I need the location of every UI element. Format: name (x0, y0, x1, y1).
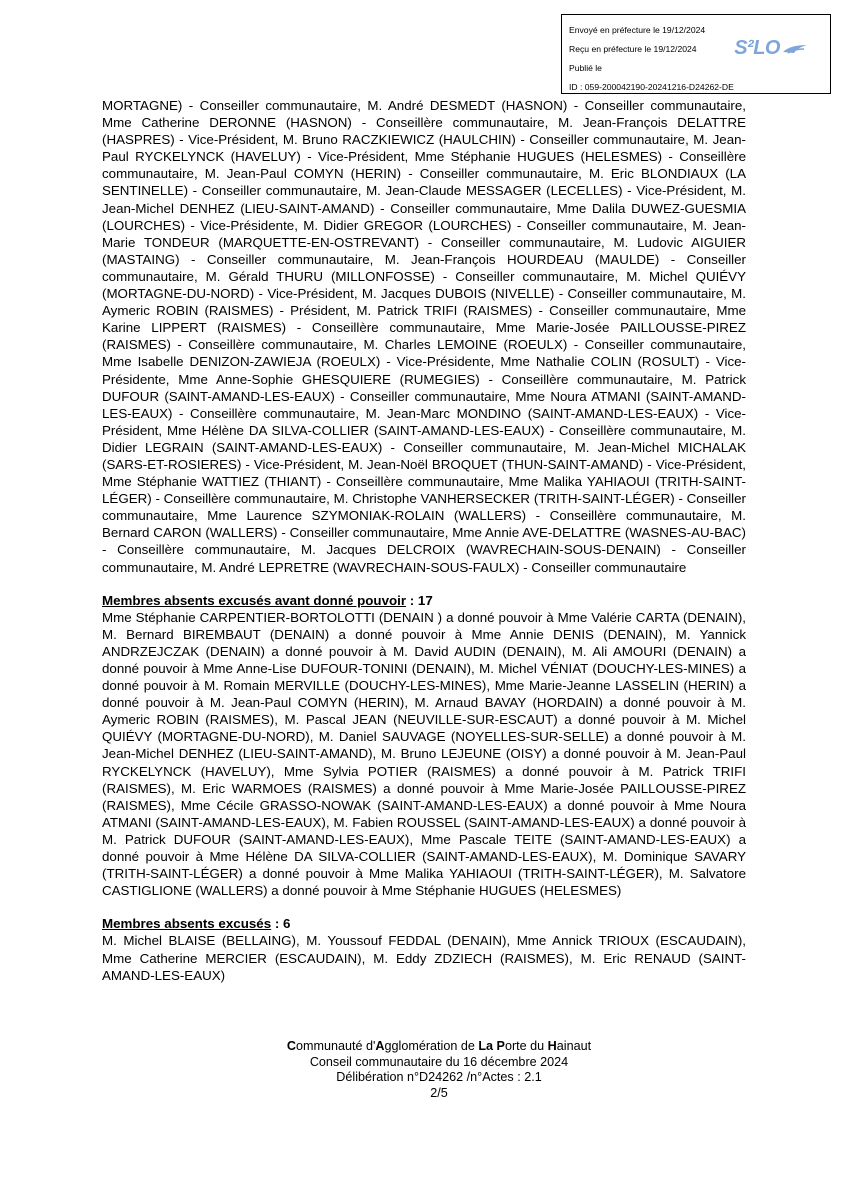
stamp-published: Publié le (569, 63, 602, 73)
footer-deliberation: Délibération n°D24262 /n°Actes : 2.1 (336, 1070, 542, 1084)
stamp-sent: Envoyé en préfecture le 19/12/2024 (569, 25, 706, 35)
footer-org: Communauté d'Agglomération de La Porte du Hainaut (286, 1039, 592, 1053)
footer-page-number: 2/5 (430, 1085, 448, 1100)
absent-proxy-count: 17 (417, 592, 433, 608)
prefecture-stamp (561, 14, 831, 94)
absent-excused-separator: : (271, 916, 283, 932)
absent-proxy-heading (102, 592, 746, 609)
absent-proxy-separator: : (406, 592, 418, 608)
present-members-paragraph: MORTAGNE) - Conseiller communautaire, M. André DESMEDT (HASNON) - Conseiller communautaire, Mme Catherine DERONNE (HASNON) - Conseillère communautaire, M. Jean-François DELATTRE (HASPRES) - Vice-Président, M. Bruno RACZKIEWICZ (HAULCHIN) - Conseiller communautaire, M. Jean-Paul RYCKELYNCK (HAVELUY) - Vice-Président, Mme Stéphanie HUGUES (HELESMES) - Conseillère communautaire, M. Jean-Paul COMYN (HERIN) - Conseiller communautaire, M. Eric BLONDIAUX (LA SENTINELLE) - Conseiller communautaire, M. Jean-Claude MESSAGER (LECELLES) - Vice-Président, M. Jean-Michel DENHEZ (LIEU-SAINT-AMAND) - Conseiller communautaire, Mme Dalila DUWEZ-GUESMIA (LOURCHES) - Vice-Présidente, M. Didier GREGOR (LOURCHES) - Conseiller communautaire, M. Jean-Marie TONDEUR (MARQUETTE-EN-OSTREVANT) - Conseiller communautaire, M. Ludovic AIGUIER (MASTAING) - Conseiller communautaire, M. Jean-François HOURDEAU (MAULDE) - Conseiller communautaire, M. Gérald THURU (MILLONFOSSE) - Conseiller communautaire, M. Michel QUIÉVY (MORTAGNE-DU-NORD) - Vice-Président, M. Jacques DUBOIS (NIVELLE) - Conseiller communautaire, M. Aymeric ROBIN (RAISMES) - Président, M. Patrick TRIFI (RAISMES) - Conseiller communautaire, Mme Karine LIPPERT (RAISMES) - Conseillère communautaire, Mme Marie-Josée PAILLOUSSE-PIREZ (RAISMES) - Conseillère communautaire, M. Charles LEMOINE (ROEULX) - Conseiller communautaire, Mme Isabelle DENIZON-ZAWIEJA (ROEULX) - Vice-Présidente, Mme Nathalie COLIN (ROSULT) - Vice-Présidente, Mme Anne-Sophie GHESQUIERE (RUMEGIES) - Conseillère communautaire, M. Patrick DUFOUR (SAINT-AMAND-LES-EAUX) - Conseiller communautaire, Mme Noura ATMANI (SAINT-AMAND-LES-EAUX) - Conseillère communautaire, M. Jean-Marc MONDINO (SAINT-AMAND-LES-EAUX) - Vice-Président, Mme Hélène DA SILVA-COLLIER (SAINT-AMAND-LES-EAUX) - Conseillère communautaire, M. Didier LEGRAIN (SAINT-AMAND-LES-EAUX) - Conseiller communautaire, M. Jean-Michel MICHALAK (SARS-ET-ROSIERES) - Vice-Président, M. Jean-Noël BROQUET (THUN-SAINT-AMAND) - Vice-Président, Mme Stéphanie WATTIEZ (THIANT) - Conseillère communautaire, Mme Malika YAHIAOUI (TRITH-SAINT-LÉGER) - Conseillère communautaire, M. Christophe VANHERSECKER (TRITH-SAINT-LÉGER) - Conseiller communautaire, Mme Laurence SZYMONIAK-ROLAIN (WALLERS) - Conseillère communautaire, M. Bernard CARON (WALLERS) - Conseiller communautaire, Mme Annie AVE-DELATTRE (WASNES-AU-BAC) - Conseillère communautaire, M. Jacques DELCROIX (WAVRECHAIN-SOUS-DENAIN) - Conseiller communautaire, M. André LEPRETRE (WAVRECHAIN-SOUS-FAULX) - Conseiller communautaire (102, 98, 746, 575)
absent-excused-count: 6 (282, 916, 291, 932)
absent-excused-heading (102, 915, 746, 932)
absent-proxy-title: Membres absents excusés avant donné pouvoir (102, 592, 407, 608)
stamp-id: ID : 059-200042190-20241216-D24262-DE (569, 82, 734, 92)
absent-excused-paragraph: M. Michel BLAISE (BELLAING), M. Youssouf FEDDAL (DENAIN), Mme Annick TRIOUX (ESCAUDAIN), Mme Catherine MERCIER (ESCAUDAIN), M. Eddy ZDZIECH (RAISMES), M. Eric RENAUD (SAINT-AMAND-LES-EAUX) (102, 933, 746, 983)
wing-icon (782, 43, 808, 55)
absent-excused-section (102, 915, 746, 983)
absent-excused-title: Membres absents excusés (102, 916, 272, 932)
stamp-received: Reçu en préfecture le 19/12/2024 (569, 44, 697, 54)
s2lo-logo-icon (734, 39, 808, 58)
absent-proxy-section (102, 592, 746, 900)
document-body (102, 97, 746, 984)
absent-proxy-paragraph: Mme Stéphanie CARPENTIER-BORTOLOTTI (DENAIN ) a donné pouvoir à Mme Valérie CARTA (DENAIN), M. Bernard BIREMBAUT (DENAIN) a donné pouvoir à Mme Annie DENIS (DENAIN), M. Yannick ANDRZEJCZAK (DENAIN) a donné pouvoir à M. David AUDIN (DENAIN), M. Ali AMOURI (DENAIN) a donné pouvoir à Mme Anne-Lise DUFOUR-TONINI (DENAIN), M. Michel VÉNIAT (DOUCHY-LES-MINES) a donné pouvoir à M. Romain MERVILLE (DOUCHY-LES-MINES), Mme Marie-Jeanne LASSELIN (HERIN) a donné pouvoir à M. Jean-Paul COMYN (HERIN), M. Arnaud BAVAY (HORDAIN) a donné pouvoir à M. Aymeric ROBIN (RAISMES), M. Pascal JEAN (NEUVILLE-SUR-ESCAUT) a donné pouvoir à M. Michel QUIÉVY (MORTAGNE-DU-NORD), M. Daniel SAUVAGE (NOYELLES-SUR-SELLE) a donné pouvoir à M. Jean-Michel DENHEZ (LIEU-SAINT-AMAND), M. Bruno LEJEUNE (OISY) a donné pouvoir à M. Jean-Paul RYCKELYNCK (HAVELUY), Mme Sylvia POTIER (RAISMES) a donné pouvoir à M. Patrick TRIFI (RAISMES), M. Eric WARMOES (RAISMES) a donné pouvoir à Mme Marie-Josée PAILLOUSSE-PIREZ (RAISMES), Mme Cécile GRASSO-NOWAK (SAINT-AMAND-LES-EAUX) a donné pouvoir à Mme Noura ATMANI (SAINT-AMAND-LES-EAUX), M. Fabien ROUSSEL (SAINT-AMAND-LES-EAUX) a donné pouvoir à M. Patrick DUFOUR (SAINT-AMAND-LES-EAUX), Mme Pascale TEITE (SAINT-AMAND-LES-EAUX) a donné pouvoir à Mme Hélène DA SILVA-COLLIER (SAINT-AMAND-LES-EAUX), M. Dominique SAVARY (TRITH-SAINT-LÉGER) a donné pouvoir à Mme Malika YAHIAOUI (TRITH-SAINT-LÉGER), M. Salvatore CASTIGLIONE (WALLERS) a donné pouvoir à Mme Stéphanie HUGUES (HELESMES) (102, 609, 746, 899)
s2lo-logo-text: S²LO (734, 37, 780, 59)
footer-meeting: Conseil communautaire du 16 décembre 2024 (309, 1054, 569, 1069)
page-footer (0, 1039, 848, 1101)
